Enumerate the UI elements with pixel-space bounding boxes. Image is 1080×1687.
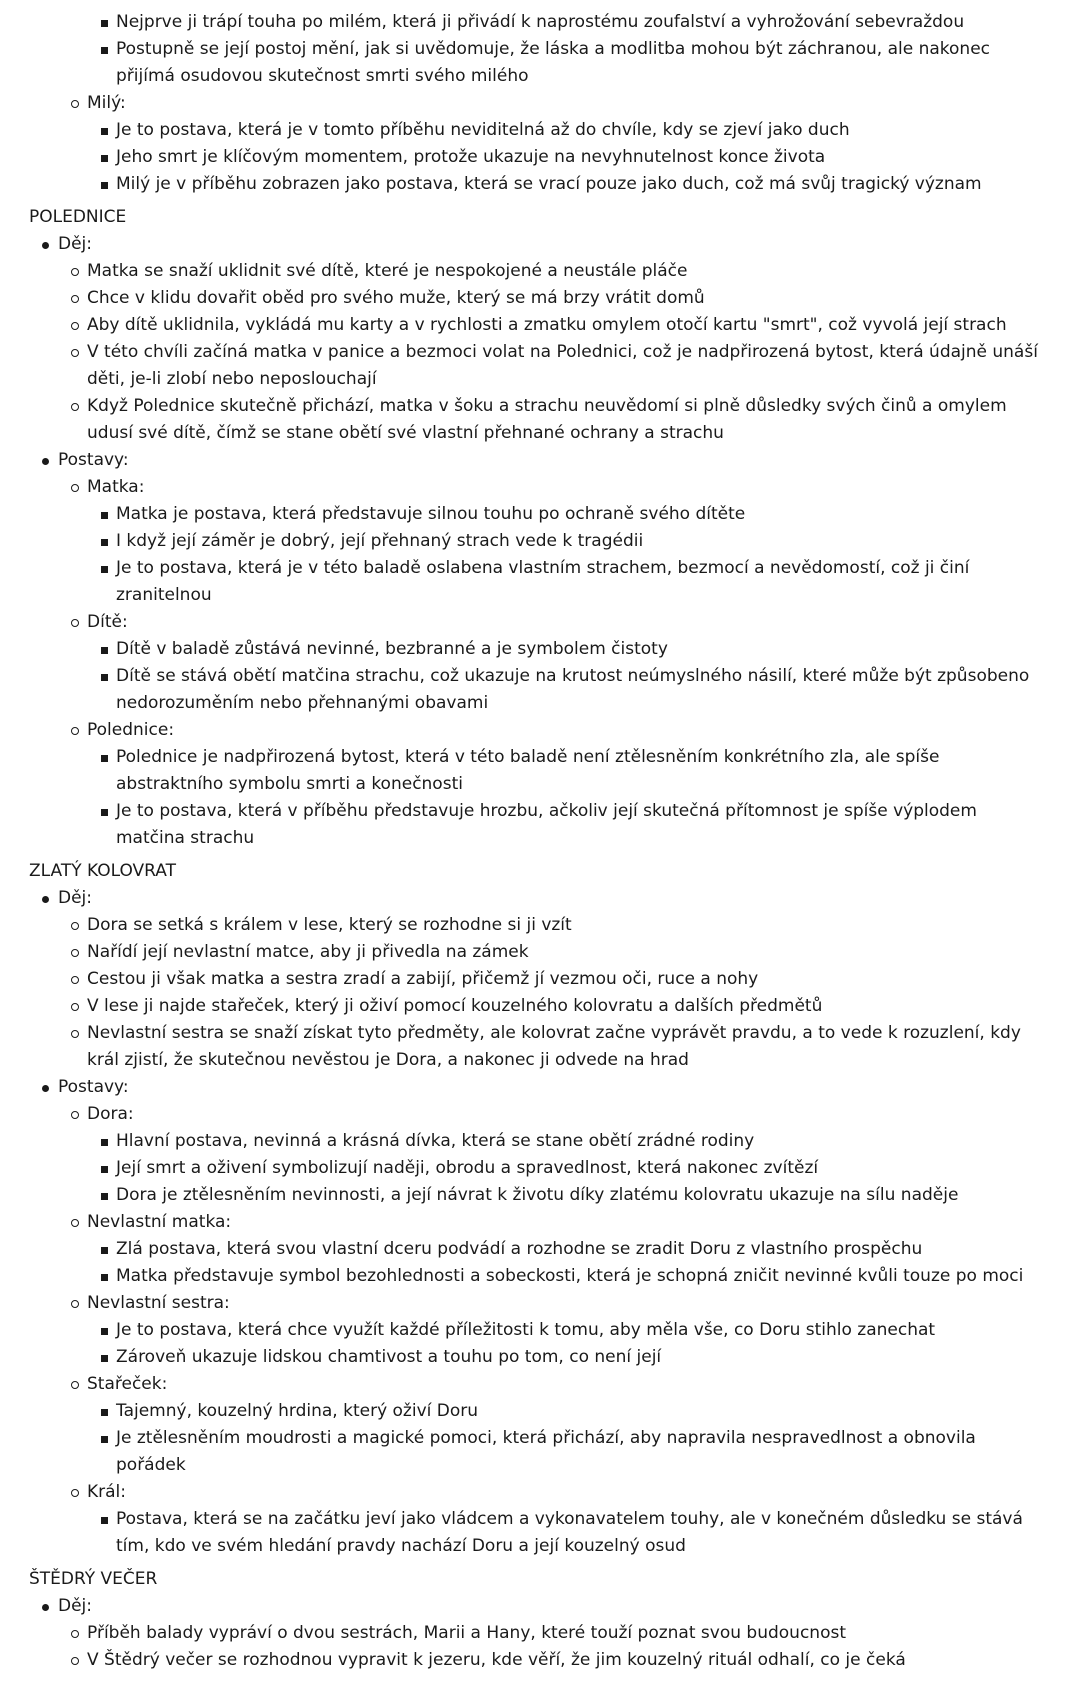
list-item bbox=[0, 1593, 1080, 1620]
list-item bbox=[0, 717, 1080, 744]
square-bullet-icon bbox=[101, 647, 108, 654]
square-bullet-icon bbox=[101, 20, 108, 27]
list-item bbox=[0, 885, 1080, 912]
list-item-text: Je to postava, která v příběhu představuje hrozbu, ačkoliv její skutečná přítomnost je spíše výplodem matčina strachu bbox=[116, 801, 977, 848]
list-item-text: Cestou ji však matka a sestra zradí a zabijí, přičemž jí vezmou oči, ruce a nohy bbox=[87, 969, 759, 989]
list-item bbox=[0, 9, 1080, 36]
list-item bbox=[0, 663, 1080, 717]
list-item bbox=[0, 312, 1080, 339]
list-item-text: Aby dítě uklidnila, vykládá mu karty a v rychlosti a zmatku omylem otočí kartu "smrt", což vyvolá její strach bbox=[87, 315, 1007, 335]
list-item-text: Dítě se stává obětí matčina strachu, což ukazuje na krutost neúmyslného násilí, které může být způsobeno nedorozuměním nebo přehnanými obavami bbox=[116, 666, 1030, 713]
circle-bullet-icon bbox=[71, 1489, 79, 1497]
list-item-text: Milý: bbox=[87, 93, 126, 113]
list-item bbox=[0, 1506, 1080, 1560]
circle-bullet-icon bbox=[71, 727, 79, 735]
list-item-text: V této chvíli začíná matka v panice a bezmoci volat na Polednici, což je nadpřirozená bytost, která údajně unáší děti, je-li zlobí nebo neposlouchají bbox=[87, 342, 1038, 389]
list-item bbox=[0, 1620, 1080, 1647]
list-item-text: Postavy: bbox=[58, 1077, 129, 1097]
list-item-text: Postava, která se na začátku jeví jako vládcem a vykonavatelem touhy, ale v konečném důsledku se stává tím, kdo ve svém hledání pravdy nachází Doru a její kouzelný osud bbox=[116, 1509, 1023, 1556]
list-item bbox=[0, 1290, 1080, 1317]
list-item bbox=[0, 1263, 1080, 1290]
list-item-text: Dítě: bbox=[87, 612, 128, 632]
square-bullet-icon bbox=[101, 128, 108, 135]
list-item bbox=[0, 285, 1080, 312]
list-item-text: Matka představuje symbol bezohlednosti a sobeckosti, která je schopná zničit nevinné kvůli touze po moci bbox=[116, 1266, 1024, 1286]
list-item-text: Jeho smrt je klíčovým momentem, protože ukazuje na nevyhnutelnost konce života bbox=[116, 147, 826, 167]
circle-bullet-icon bbox=[71, 349, 79, 357]
list-item bbox=[0, 144, 1080, 171]
list-item bbox=[0, 1209, 1080, 1236]
list-item-text: Dora se setká s králem v lese, který se rozhodne si ji vzít bbox=[87, 915, 572, 935]
circle-bullet-icon bbox=[71, 1300, 79, 1308]
list-item-text: Příběh balady vypráví o dvou sestrách, Marii a Hany, které touží poznat svou budoucnost bbox=[87, 1623, 846, 1643]
section-title: POLEDNICE bbox=[29, 207, 127, 227]
list-item-text: Je ztělesněním moudrosti a magické pomoci, která přichází, aby napravila nespravedlnost a obnovila pořádek bbox=[116, 1428, 976, 1475]
section-heading bbox=[0, 858, 1080, 885]
list-item bbox=[0, 1371, 1080, 1398]
list-item bbox=[0, 231, 1080, 258]
list-item bbox=[0, 636, 1080, 663]
list-item bbox=[0, 966, 1080, 993]
list-item-text: Nevlastní sestra: bbox=[87, 1293, 230, 1313]
square-bullet-icon bbox=[101, 1139, 108, 1146]
list-item bbox=[0, 1236, 1080, 1263]
list-item-text: Matka je postava, která představuje silnou touhu po ochraně svého dítěte bbox=[116, 504, 746, 524]
square-bullet-icon bbox=[101, 1355, 108, 1362]
square-bullet-icon bbox=[101, 1274, 108, 1281]
list-item bbox=[0, 339, 1080, 393]
square-bullet-icon bbox=[101, 1193, 108, 1200]
list-item bbox=[0, 1020, 1080, 1074]
list-item-text: Postupně se její postoj mění, jak si uvědomuje, že láska a modlitba mohou být záchranou, ale nakonec přijímá osudovou skutečnost smrti svého milého bbox=[116, 39, 990, 86]
circle-bullet-icon bbox=[71, 619, 79, 627]
square-bullet-icon bbox=[101, 755, 108, 762]
circle-bullet-icon bbox=[71, 403, 79, 411]
square-bullet-icon bbox=[101, 182, 108, 189]
circle-bullet-icon bbox=[71, 1111, 79, 1119]
list-item bbox=[0, 798, 1080, 852]
section-title: ZLATÝ KOLOVRAT bbox=[29, 861, 176, 881]
list-item-text: Dítě v baladě zůstává nevinné, bezbranné a je symbolem čistoty bbox=[116, 639, 668, 659]
list-item bbox=[0, 36, 1080, 90]
circle-bullet-icon bbox=[71, 1003, 79, 1011]
circle-bullet-icon bbox=[71, 1381, 79, 1389]
disc-bullet-icon bbox=[42, 458, 49, 465]
list-item-text: Zlá postava, která svou vlastní dceru podvádí a rozhodne se zradit Doru z vlastního prospěchu bbox=[116, 1239, 923, 1259]
list-item bbox=[0, 1074, 1080, 1101]
square-bullet-icon bbox=[101, 566, 108, 573]
list-item bbox=[0, 1101, 1080, 1128]
list-item-text: Její smrt a oživení symbolizují naději, obrodu a spravedlnost, která nakonec zvítězí bbox=[116, 1158, 819, 1178]
list-item bbox=[0, 1425, 1080, 1479]
list-item-text: Postavy: bbox=[58, 450, 129, 470]
list-item bbox=[0, 528, 1080, 555]
square-bullet-icon bbox=[101, 1436, 108, 1443]
circle-bullet-icon bbox=[71, 1030, 79, 1038]
list-item bbox=[0, 171, 1080, 198]
circle-bullet-icon bbox=[71, 1630, 79, 1638]
list-item bbox=[0, 1344, 1080, 1371]
circle-bullet-icon bbox=[71, 268, 79, 276]
list-item-text: Nevlastní sestra se snaží získat tyto předměty, ale kolovrat začne vyprávět pravdu, a to vede k rozuzlení, kdy král zjistí, že skutečnou nevěstou je Dora, a nakonec ji odvede na hrad bbox=[87, 1023, 1021, 1070]
list-item bbox=[0, 90, 1080, 117]
square-bullet-icon bbox=[101, 1247, 108, 1254]
circle-bullet-icon bbox=[71, 100, 79, 108]
list-item-text: I když její záměr je dobrý, její přehnaný strach vede k tragédii bbox=[116, 531, 644, 551]
disc-bullet-icon bbox=[42, 242, 49, 249]
list-item-text: Král: bbox=[87, 1482, 127, 1502]
square-bullet-icon bbox=[101, 1166, 108, 1173]
square-bullet-icon bbox=[101, 47, 108, 54]
section-heading bbox=[0, 1566, 1080, 1593]
square-bullet-icon bbox=[101, 1409, 108, 1416]
list-item bbox=[0, 1479, 1080, 1506]
circle-bullet-icon bbox=[71, 949, 79, 957]
list-item-text: Nevlastní matka: bbox=[87, 1212, 232, 1232]
list-item bbox=[0, 501, 1080, 528]
circle-bullet-icon bbox=[71, 295, 79, 303]
list-item-text: Tajemný, kouzelný hrdina, který oživí Doru bbox=[116, 1401, 479, 1421]
list-item bbox=[0, 1647, 1080, 1674]
list-item-text: Matka: bbox=[87, 477, 145, 497]
list-item bbox=[0, 1398, 1080, 1425]
list-item bbox=[0, 609, 1080, 636]
list-item-text: Nejprve ji trápí touha po milém, která ji přivádí k naprostému zoufalství a vyhrožování sebevraždou bbox=[116, 12, 965, 32]
list-item bbox=[0, 555, 1080, 609]
list-item bbox=[0, 258, 1080, 285]
circle-bullet-icon bbox=[71, 484, 79, 492]
circle-bullet-icon bbox=[71, 976, 79, 984]
circle-bullet-icon bbox=[71, 1219, 79, 1227]
list-item-text: Dora je ztělesněním nevinnosti, a její návrat k životu díky zlatému kolovratu ukazuje na sílu naděje bbox=[116, 1185, 959, 1205]
list-item bbox=[0, 1155, 1080, 1182]
list-item-text: Chce v klidu dovařit oběd pro svého muže, který se má brzy vrátit domů bbox=[87, 288, 705, 308]
list-item-text: Děj: bbox=[58, 1596, 92, 1616]
list-item bbox=[0, 393, 1080, 447]
list-item-text: Polednice: bbox=[87, 720, 175, 740]
list-item bbox=[0, 1317, 1080, 1344]
list-item-text: Je to postava, která je v tomto příběhu neviditelná až do chvíle, kdy se zjeví jako duch bbox=[116, 120, 850, 140]
list-item bbox=[0, 117, 1080, 144]
list-item-text: V lese ji najde stařeček, který ji oživí pomocí kouzelného kolovratu a dalších předmětů bbox=[87, 996, 823, 1016]
list-item-text: Hlavní postava, nevinná a krásná dívka, která se stane obětí zrádné rodiny bbox=[116, 1131, 755, 1151]
list-item-text: Polednice je nadpřirozená bytost, která v této baladě není ztělesněním konkrétního zla, ale spíše abstraktního symbolu smrti a konečnosti bbox=[116, 747, 940, 794]
list-item bbox=[0, 912, 1080, 939]
list-item bbox=[0, 474, 1080, 501]
list-item-text: Dora: bbox=[87, 1104, 134, 1124]
list-item-text: Stařeček: bbox=[87, 1374, 168, 1394]
list-item bbox=[0, 939, 1080, 966]
list-item bbox=[0, 744, 1080, 798]
section-title: ŠTĚDRÝ VEČER bbox=[29, 1569, 158, 1589]
list-item-text: Nařídí její nevlastní matce, aby ji přivedla na zámek bbox=[87, 942, 529, 962]
section-heading bbox=[0, 204, 1080, 231]
disc-bullet-icon bbox=[42, 896, 49, 903]
list-item-text: V Štědrý večer se rozhodnou vypravit k jezeru, kde věří, že jim kouzelný rituál odhalí, co je čeká bbox=[87, 1650, 906, 1670]
circle-bullet-icon bbox=[71, 922, 79, 930]
square-bullet-icon bbox=[101, 809, 108, 816]
list-item-text: Matka se snaží uklidnit své dítě, které je nespokojené a neustále pláče bbox=[87, 261, 688, 281]
list-item-text: Je to postava, která chce využít každé příležitosti k tomu, aby měla vše, co Doru stihlo zanechat bbox=[116, 1320, 936, 1340]
disc-bullet-icon bbox=[42, 1604, 49, 1611]
list-item bbox=[0, 993, 1080, 1020]
list-item-text: Zároveň ukazuje lidskou chamtivost a touhu po tom, co není její bbox=[116, 1347, 662, 1367]
square-bullet-icon bbox=[101, 674, 108, 681]
list-item bbox=[0, 1128, 1080, 1155]
disc-bullet-icon bbox=[42, 1085, 49, 1092]
list-item-text: Je to postava, která je v této baladě oslabena vlastním strachem, bezmocí a nevědomostí, což ji činí zranitelnou bbox=[116, 558, 970, 605]
square-bullet-icon bbox=[101, 1328, 108, 1335]
list-item bbox=[0, 447, 1080, 474]
square-bullet-icon bbox=[101, 155, 108, 162]
list-item-text: Milý je v příběhu zobrazen jako postava, která se vrací pouze jako duch, což má svůj tragický význam bbox=[116, 174, 982, 194]
list-item-text: Děj: bbox=[58, 888, 92, 908]
square-bullet-icon bbox=[101, 1517, 108, 1524]
square-bullet-icon bbox=[101, 539, 108, 546]
list-item-text: Děj: bbox=[58, 234, 92, 254]
list-item-text: Když Polednice skutečně přichází, matka v šoku a strachu neuvědomí si plně důsledky svých činů a omylem udusí své dítě, čímž se stane obětí své vlastní přehnané ochrany a strachu bbox=[87, 396, 1007, 443]
list-item bbox=[0, 1182, 1080, 1209]
square-bullet-icon bbox=[101, 512, 108, 519]
circle-bullet-icon bbox=[71, 322, 79, 330]
circle-bullet-icon bbox=[71, 1657, 79, 1665]
